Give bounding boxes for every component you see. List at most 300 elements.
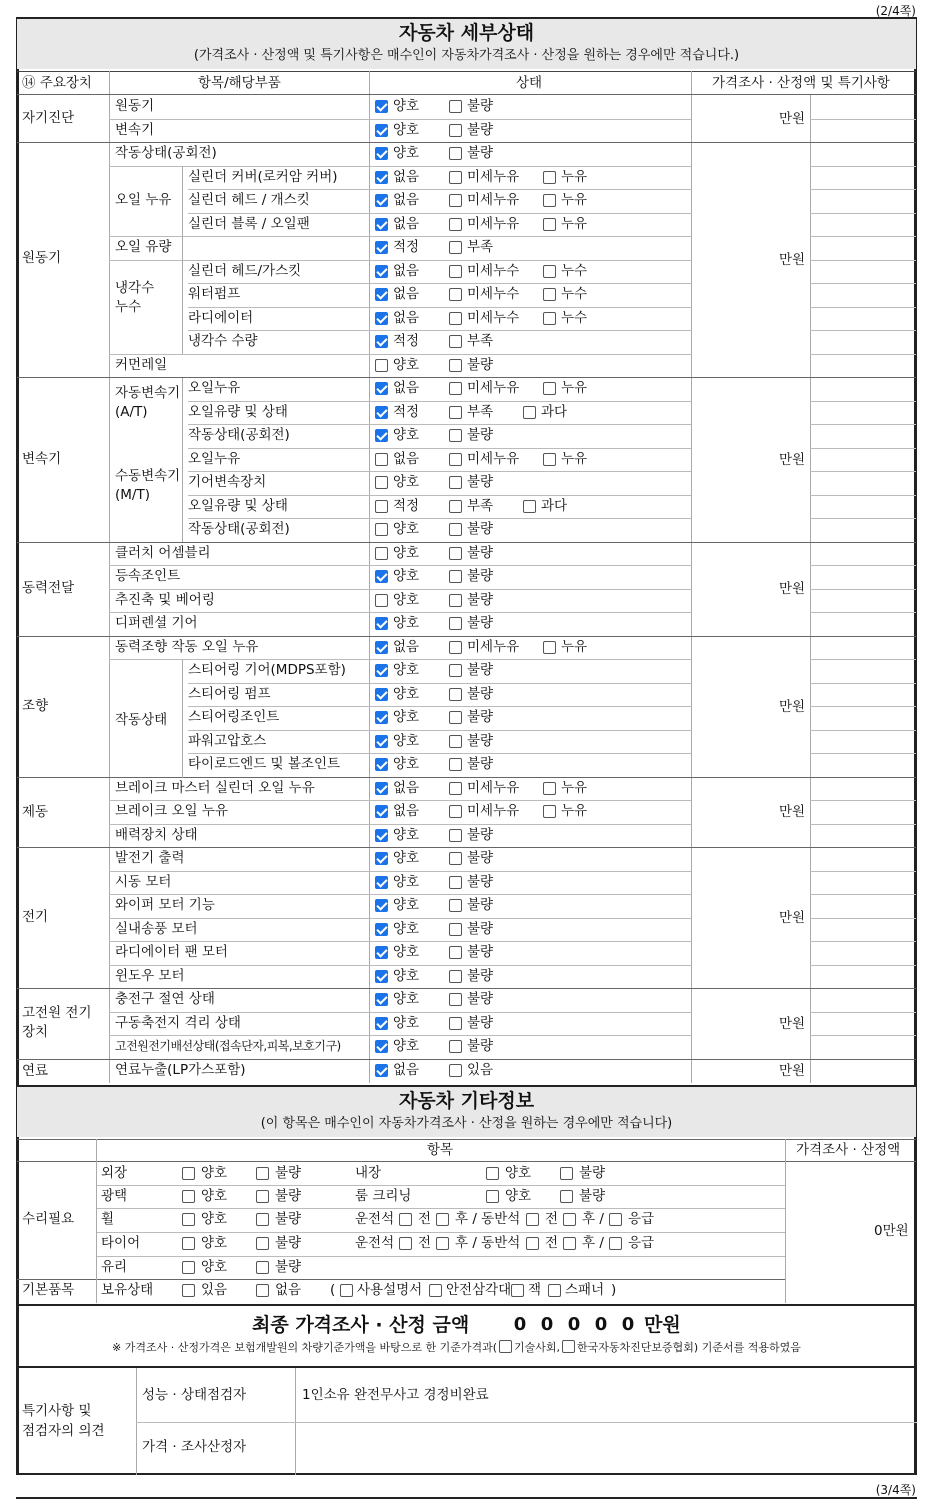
amount-digit: 0 [513,1314,527,1335]
checkbox-미세누유[interactable] [449,171,462,184]
checkbox-불량[interactable] [449,946,462,959]
checkbox-basic-item[interactable] [340,1284,353,1297]
checkbox-basic-item[interactable] [429,1284,442,1297]
checkbox-양호[interactable] [375,664,388,677]
checkbox-rear[interactable] [436,1213,449,1226]
item-label: 윈도우 모터 [115,968,185,984]
option-label: 양호 [393,709,420,725]
option-label: 양호 [201,1165,228,1181]
checkbox-front[interactable] [399,1237,412,1250]
checkbox-bad[interactable] [560,1167,573,1180]
option-label: 미세누유 [467,169,520,185]
checkbox-양호[interactable] [375,100,388,113]
note-rule [810,236,916,237]
item-label: 구동축전지 격리 상태 [115,1015,241,1031]
option-label: 불량 [467,427,494,443]
option-label: 불량 [275,1259,302,1275]
option-label: 적정 [393,333,420,349]
checkbox-불량[interactable] [449,876,462,889]
checkbox-불량[interactable] [449,617,462,630]
checkbox-누수[interactable] [543,288,556,301]
checkbox-양호[interactable] [375,1040,388,1053]
checkbox-없음[interactable] [375,218,388,231]
other-title: 자동차 기타정보 [398,1090,535,1112]
option-label: 양호 [393,122,420,138]
checkbox-불량[interactable] [449,688,462,701]
checkbox-불량[interactable] [449,993,462,1006]
checkbox-양호[interactable] [375,617,388,630]
checkbox-없음[interactable] [375,288,388,301]
option-label: 양호 [393,897,420,913]
group-rule [17,847,916,848]
checkbox-불량[interactable] [449,476,462,489]
checkbox-양호[interactable] [375,923,388,936]
other-item-label: 휠 [101,1211,115,1227]
checkbox-누유[interactable] [543,194,556,207]
checkbox-note-opt1[interactable] [499,1340,512,1353]
option-label: 불량 [467,874,494,890]
checkbox-양호[interactable] [375,899,388,912]
other-row-rule [96,1232,785,1233]
checkbox-bad[interactable] [560,1190,573,1203]
note-rule [810,424,916,425]
checkbox-good[interactable] [182,1167,195,1180]
group-label: 연료 [22,1063,49,1079]
item-label: 발전기 출력 [115,850,185,866]
checkbox-없음[interactable] [375,1064,388,1077]
checkbox-불량[interactable] [449,923,462,936]
subgroup-label: (M/T) [115,487,150,503]
item-label: 오일누유 [188,380,241,396]
checkbox-good[interactable] [486,1190,499,1203]
checkbox-누수[interactable] [543,312,556,325]
checkbox-spare[interactable] [609,1213,622,1226]
item-label: 고전원전기배선상태(접속단자,피복,보호기구) [115,1039,341,1053]
checkbox-양호[interactable] [375,946,388,959]
other-vsep-1 [96,1139,97,1303]
subgroup-label: 수동변속기 [115,468,181,484]
other-row-rule [96,1208,785,1209]
checkbox-없음[interactable] [375,782,388,795]
option-label: 누유 [561,216,588,232]
checkbox-불량[interactable] [449,147,462,160]
basic-item-label: 잭 [528,1282,542,1298]
item-label: 오일유량 및 상태 [188,498,288,514]
option-label: 미세누유 [467,780,520,796]
note-rule [810,659,916,660]
subgroup-sep [182,166,183,260]
checkbox-양호[interactable] [375,570,388,583]
group-label: 제동 [22,804,49,820]
item-label: 작동상태(공회전) [188,427,290,443]
checkbox-없음[interactable] [375,453,388,466]
option-label: 양호 [201,1211,228,1227]
detail-title: 자동차 세부상태 [398,22,535,44]
item-label: 스티어링 기어(MDPS포함) [188,662,346,678]
checkbox-불량[interactable] [449,899,462,912]
checkbox-양호[interactable] [375,688,388,701]
checkbox-미세누수[interactable] [449,265,462,278]
note-rule [810,753,916,754]
group-label: 변속기 [22,451,62,467]
option-label: 누유 [561,451,588,467]
checkbox-양호[interactable] [375,711,388,724]
checkbox-적정[interactable] [375,241,388,254]
checkbox-양호[interactable] [375,124,388,137]
option-label: 부족 [467,239,494,255]
subgroup-label: 냉각수 [115,280,155,296]
checkbox-불량[interactable] [449,429,462,442]
other-col-price: 가격조사 · 산정액 [796,1142,901,1158]
item-label: 추진축 및 베어링 [115,592,215,608]
item-label: 타이로드엔드 및 볼조인트 [188,756,341,772]
checkbox-good[interactable] [486,1167,499,1180]
col-item-header: 항목/해당부품 [198,75,281,91]
checkbox-미세누유[interactable] [449,641,462,654]
checkbox-누유[interactable] [543,382,556,395]
checkbox-양호[interactable] [375,429,388,442]
checkbox-bad[interactable] [256,1237,269,1250]
checkbox-불량[interactable] [449,570,462,583]
option-label: 불량 [467,474,494,490]
option-label: 누유 [561,380,588,396]
checkbox-양호[interactable] [375,735,388,748]
option-label: 양호 [393,474,420,490]
other-item-label: 유리 [101,1259,128,1275]
col-state-header: 상태 [516,75,543,91]
checkbox-불량[interactable] [449,735,462,748]
price-checker-label: 가격 · 조사산정자 [142,1439,247,1455]
checkbox-rear2[interactable] [563,1213,576,1226]
checkbox-양호[interactable] [375,1017,388,1030]
option-label: 불량 [467,921,494,937]
option-label: 불량 [467,545,494,561]
option-label: 미세누유 [467,803,520,819]
option-label: 누수 [561,286,588,302]
checkbox-누유[interactable] [543,171,556,184]
checkbox-불량[interactable] [449,124,462,137]
checkbox-good[interactable] [182,1213,195,1226]
basic-label: 기본품목 [22,1282,75,1298]
group-label: 전기 [22,909,49,925]
item-label: 디퍼렌셜 기어 [115,615,198,631]
note-rule [810,283,916,284]
checkbox-front[interactable] [399,1213,412,1226]
other-row-rule [17,1161,916,1162]
item-label: 브레이크 오일 누유 [115,803,228,819]
checkbox-note-opt2[interactable] [562,1340,575,1353]
option-label: 미세누유 [467,216,520,232]
row-rule [188,330,691,331]
subgroup-label: 작동상태 [115,712,168,728]
checkbox-불량[interactable] [449,970,462,983]
option-label: 양호 [393,944,420,960]
note-rule [810,166,916,167]
option-label: 불량 [467,944,494,960]
checkbox-누유[interactable] [543,641,556,654]
item-label: 변속기 [115,122,155,138]
checkbox-적정[interactable] [375,500,388,513]
remarks-label-1: 특기사항 및 [22,1403,92,1419]
paren: ( [330,1282,336,1298]
other-row-rule [96,1256,785,1257]
checkbox-불량[interactable] [449,664,462,677]
checkbox-rear2[interactable] [563,1237,576,1250]
price-unit: 만원 [779,110,806,127]
checkbox-부족[interactable] [449,500,462,513]
item-label: 커먼레일 [115,357,168,373]
row-rule [188,448,691,449]
checkbox-양호[interactable] [375,547,388,560]
checkbox-basic-item[interactable] [548,1284,561,1297]
option-label: 없음 [393,1062,420,1078]
checkbox-rear[interactable] [436,1237,449,1250]
checkbox-bad[interactable] [256,1261,269,1274]
option-label: 양호 [393,921,420,937]
other-subtitle: (이 항목은 매수인이 자동차가격조사 · 산정을 원하는 경우에만 적습니다) [260,1116,673,1131]
option-label: 불량 [467,991,494,1007]
option-label: 양호 [393,991,420,1007]
checkbox-불량[interactable] [449,359,462,372]
checkbox-누유[interactable] [543,805,556,818]
repair-label: 수리필요 [22,1211,75,1227]
option-label: 양호 [393,592,420,608]
option-label: 응급 [628,1235,655,1251]
checkbox-과다[interactable] [523,500,536,513]
checkbox-bad[interactable] [256,1190,269,1203]
checkbox-미세누수[interactable] [449,288,462,301]
header-bottom-rule [17,94,916,95]
option-label: 누유 [561,169,588,185]
basic-item-label: 스패너 [565,1282,605,1298]
checkbox-없음[interactable] [375,382,388,395]
checkbox-없음[interactable] [375,194,388,207]
checkbox-good[interactable] [182,1190,195,1203]
checkbox-none[interactable] [256,1284,269,1297]
checkbox-front2[interactable] [526,1237,539,1250]
note-rule [810,119,916,120]
option-label: 없음 [393,192,420,208]
option-label: 양호 [393,968,420,984]
bottom-border [16,1497,917,1499]
checkbox-미세누유[interactable] [449,194,462,207]
note-rule [810,518,916,519]
option-label: 있음 [467,1062,494,1078]
option-label: 누수 [561,310,588,326]
option-label: 적정 [393,498,420,514]
option-label: 양호 [393,568,420,584]
checkbox-양호[interactable] [375,147,388,160]
checkbox-부족[interactable] [449,335,462,348]
checkbox-bad[interactable] [256,1213,269,1226]
option-label: 누수 [561,263,588,279]
option-label: 불량 [467,756,494,772]
option-label: 과다 [541,404,568,420]
checkbox-없음[interactable] [375,171,388,184]
option-label: 없음 [393,216,420,232]
checkbox-양호[interactable] [375,476,388,489]
item-label: 오일 유량 [115,239,172,255]
checkbox-front2[interactable] [526,1213,539,1226]
option-label: 누유 [561,803,588,819]
checkbox-불량[interactable] [449,852,462,865]
checkbox-미세누유[interactable] [449,218,462,231]
checkbox-누유[interactable] [543,782,556,795]
option-label: 양호 [505,1165,532,1181]
checkbox-있음[interactable] [449,1064,462,1077]
checkbox-미세누유[interactable] [449,382,462,395]
option-label: 없음 [393,169,420,185]
checkbox-미세누수[interactable] [449,312,462,325]
note-rule [810,824,916,825]
item-label: 등속조인트 [115,568,181,584]
subgroup-label: 누수 [115,299,142,315]
note-rule [810,730,916,731]
item-label: 오일누유 [188,451,241,467]
note-rule [810,189,916,190]
row-rule [188,307,691,308]
amount-digit: 0 [594,1314,608,1335]
group-rule [17,636,916,637]
checkbox-불량[interactable] [449,547,462,560]
checkbox-없음[interactable] [375,265,388,278]
other-section-header [17,1087,916,1137]
final-note-opt2: 한국자동차진단보증협회) 기준서를 적용하였음 [577,1341,801,1354]
option-label: 양호 [393,1015,420,1031]
checkbox-불량[interactable] [449,523,462,536]
option-label: 불량 [275,1165,302,1181]
option-label: 없음 [393,263,420,279]
position-label: 운전석 [355,1235,395,1251]
checkbox-불량[interactable] [449,594,462,607]
checkbox-have[interactable] [182,1284,195,1297]
checkbox-good[interactable] [182,1237,195,1250]
option-label: 불량 [275,1211,302,1227]
option-label: 양호 [393,733,420,749]
final-title: 최종 가격조사 · 산정 금액 [252,1314,470,1336]
checkbox-미세누유[interactable] [449,782,462,795]
group-label: 원동기 [22,250,62,266]
group-rule [17,777,916,778]
option-label: 있음 [201,1282,228,1298]
option-label: 불량 [579,1165,606,1181]
checkbox-양호[interactable] [375,876,388,889]
checkbox-미세누유[interactable] [449,805,462,818]
group-label: 동력전달 [22,580,75,596]
checkbox-양호[interactable] [375,852,388,865]
note-rule [810,965,916,966]
item-label: 작동상태(공회전) [188,521,290,537]
option-label: 불량 [467,98,494,114]
checkbox-양호[interactable] [375,758,388,771]
checkbox-불량[interactable] [449,758,462,771]
checkbox-불량[interactable] [449,1017,462,1030]
other-vsep-2 [785,1139,786,1303]
checkbox-양호[interactable] [375,829,388,842]
item-label: 냉각수 수량 [188,333,258,349]
subgroup-sep [182,378,183,448]
checkbox-bad[interactable] [256,1167,269,1180]
option-label: 전 [545,1211,559,1227]
checkbox-없음[interactable] [375,805,388,818]
checkbox-부족[interactable] [449,406,462,419]
checkbox-good[interactable] [182,1261,195,1274]
checkbox-basic-item[interactable] [511,1284,524,1297]
checkbox-양호[interactable] [375,594,388,607]
price-unit: 만원 [779,1015,806,1032]
note-rule [810,683,916,684]
header-rule [17,71,916,72]
item-label: 파워고압호스 [188,733,267,749]
checkbox-양호[interactable] [375,523,388,536]
item-label: 기어변속장치 [188,474,267,490]
other-item-label: 타이어 [101,1235,141,1251]
checkbox-양호[interactable] [375,993,388,1006]
checkbox-불량[interactable] [449,829,462,842]
option-label: 양호 [201,1259,228,1275]
note-rule [810,941,916,942]
checkbox-누유[interactable] [543,453,556,466]
group-label: 조향 [22,698,49,714]
row-rule [188,283,691,284]
checkbox-불량[interactable] [449,1040,462,1053]
item-label: 실린더 블록 / 오일팬 [188,216,310,232]
checkbox-불량[interactable] [449,711,462,724]
subgroup-label: (A/T) [115,404,148,420]
option-label: 적정 [393,404,420,420]
option-label: 불량 [467,357,494,373]
other-header-rule [17,1139,916,1140]
checkbox-적정[interactable] [375,406,388,419]
checkbox-spare[interactable] [609,1237,622,1250]
option-label: 양호 [201,1235,228,1251]
item-label: 오일유량 및 상태 [188,404,288,420]
position-label: 운전석 [355,1211,395,1227]
checkbox-없음[interactable] [375,312,388,325]
checkbox-불량[interactable] [449,100,462,113]
item-label: 실린더 헤드/가스킷 [188,263,302,279]
other-item-label: 내장 [355,1165,382,1181]
checkbox-없음[interactable] [375,641,388,654]
checkbox-미세누유[interactable] [449,453,462,466]
option-label: 불량 [467,709,494,725]
col-sep-state [369,71,370,1083]
note-rule [810,448,916,449]
note-rule [810,471,916,472]
option-label: 양호 [393,686,420,702]
option-label: 후 / 동반석 [455,1235,521,1251]
remarks-label-2: 점검자의 의견 [22,1423,105,1439]
option-label: 없음 [393,380,420,396]
checkbox-양호[interactable] [375,970,388,983]
basic-status-label: 보유상태 [101,1282,154,1298]
checkbox-부족[interactable] [449,241,462,254]
note-rule [810,1035,916,1036]
checkbox-적정[interactable] [375,335,388,348]
option-label: 후 / [582,1211,604,1227]
item-label: 연료누출(LP가스포함) [115,1062,246,1078]
checkbox-과다[interactable] [523,406,536,419]
other-row-rule [96,1185,785,1186]
group-rule [17,988,916,989]
checkbox-누유[interactable] [543,218,556,231]
checkbox-누수[interactable] [543,265,556,278]
note-rule [810,565,916,566]
checkbox-양호[interactable] [375,359,388,372]
basic-item-label: 안전삼각대 [446,1282,512,1298]
perf-checker-opinion[interactable]: 1인소유 완전무사고 경정비완료 [302,1387,489,1403]
option-label: 없음 [275,1282,302,1298]
